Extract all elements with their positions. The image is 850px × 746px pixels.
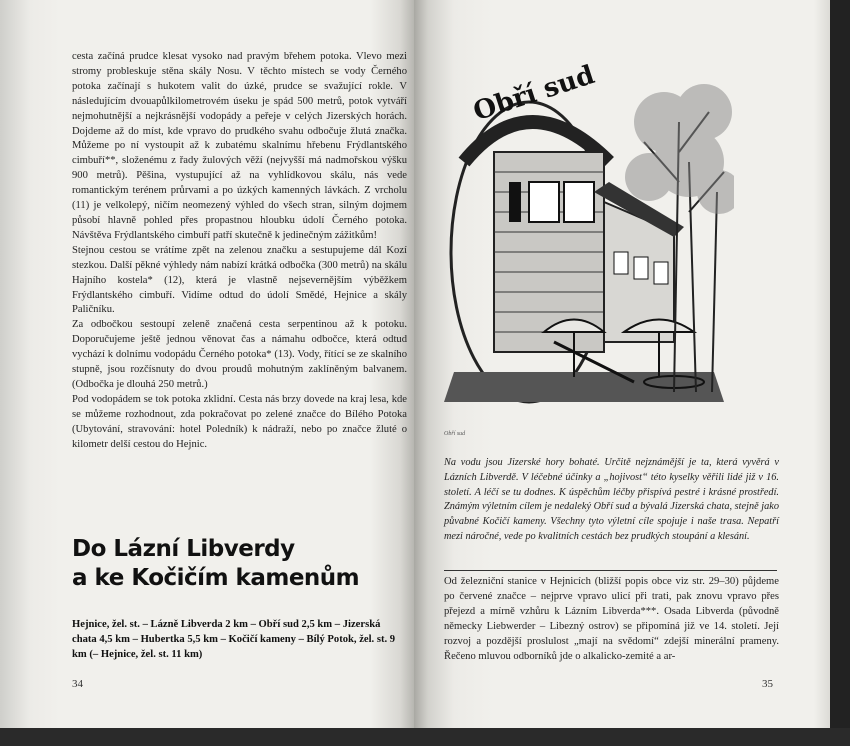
heading-line: a ke Kočičím kamenům xyxy=(72,565,360,591)
page-edge-shadow xyxy=(830,0,850,746)
chapter-heading xyxy=(72,535,402,593)
divider-rule xyxy=(444,570,777,571)
paragraph: cesta začíná prudce klesat vysoko nad pravým břehem potoka. Vlevo mezi stromy probleskuje stěna skály Nosu. V těchto místech se vody Černého potoka začínají s hukotem valit do úzké, prudce se svažující rokle. V následujícím dvouapůlkilometrovém úseku je spád 500 metrů, potok vytváří nejmohutnější a nejkrásnější vodopády a peřeje v celých Jizerských horách. Dojdeme až do míst, kde vpravo do prudkého svahu odbočuje žlutá značka. Můžeme po ní vystoupit až k zubatému skalnímu hřebenu Frýdlantského cimbuří**, složenému z řady žulových věží (nejvyšší má nadmořskou výšku 900 metrů). Pěšina, vystupující až na vyhlídkovou skálu, nás vede romantickým terénem průrvami a po úzkých kamenných lávkách. Z vrcholu (11) je velkolepý, ničím neomezený výhled do všech stran, silným dojmem působí hlavně pohled přes propastnou hloubku údolí Černého potoka. Návštěva Frýdlantského cimbuří patří skutečně k jedinečným zážitkům! xyxy=(72,51,407,241)
left-body-text xyxy=(72,50,407,452)
obri-sud-illustration xyxy=(434,42,734,434)
paragraph: Pod vodopádem se tok potoka zklidní. Cesta nás brzy dovede na kraj lesa, kde se můžeme rozhodnout, zda pokračovat po zelené značce do Bílého Potoka (Ubytování, stravování: hotel Poledník) k nádraží, nebo po značce žluté o kilometr delší cestou do Hejnic. xyxy=(72,393,407,450)
illustration-label: Obří sud xyxy=(444,431,466,437)
bottom-edge-shadow xyxy=(0,728,850,746)
left-page xyxy=(0,0,414,728)
page-number: 35 xyxy=(762,678,773,690)
building-sign-text: Obří sud xyxy=(469,59,599,128)
illustration-caption: Na vodu jsou Jizerské hory bohaté. Určitě nejznámější je ta, která vyvěrá v Lázních Libverdě. V léčebné účinky a „hojivost“ této kyselky věřili lidé již v 16. století. A léčí se tu dodnes. K úspěchům léčby přispívá pestré i krásné prostředí. Známým výletním cílem je nedaleký Obří sud a bývalá Jizerská chata, stejně jako půvabné Kočičí kameny. Všechny tyto výletní cíle spojuje i naše trasa. Nepatří mezi náročné, vede po kvalitních cestách bez prudkých stoupání a klesání. xyxy=(444,457,779,542)
paragraph: Za odbočkou sestoupí zeleně značená cesta serpentinou až k potoku. Doporučujeme ještě jednou věnovat čas a námahu odbočce, která odtud vychází k dolnímu vodopádu Černého potoka* (13). Vody, řítící se ze skalního stupně, jsou rozčísnuty do dvou proudů mohutným zaklíněným balvanem. (Odbočka je dlouhá 250 metrů.) xyxy=(72,319,407,390)
paragraph: Stejnou cestou se vrátíme zpět na zelenou značku a sestupujeme dál Kozí stezkou. Další pěkné výhledy nám nabízí krátká odbočka (300 metrů) na skálu Hajního kostela* (12), která je vlastně nejsevernějším výběžkem Frýdlantského cimbuří. Vidíme odtud do údolí Smědé, Hejnice a skály Paličníku. xyxy=(72,244,407,316)
right-body-text: Od železniční stanice v Hejnicích (bližší popis obce viz str. 29–30) půjdeme po červené značce – nejprve vpravo ulicí při trati, pak znovu vpravo přes přejezd a mírně vzhůru k Lázním Libverda***. Osada Libverda (původně německy Liebwerder – Libezný ostrov) se připomíná již ve 14. století. Její rozvoj a pozdější proslulost „mají na svědomí“ zdejší minerální prameny. Řečeno mluvou odborníků jde o alkalicko-zemité a ar- xyxy=(444,576,779,662)
heading-line: Do Lázní Libverdy xyxy=(72,536,295,562)
route-summary: Hejnice, žel. st. – Lázně Libverda 2 km – Obří sud 2,5 km – Jizerská chata 4,5 km – Hubertka 5,5 km – Kočičí kameny – Bílý Potok, žel. st. 9 km (– Hejnice, žel. st. 11 km) xyxy=(72,619,396,660)
page-number: 34 xyxy=(72,678,83,690)
